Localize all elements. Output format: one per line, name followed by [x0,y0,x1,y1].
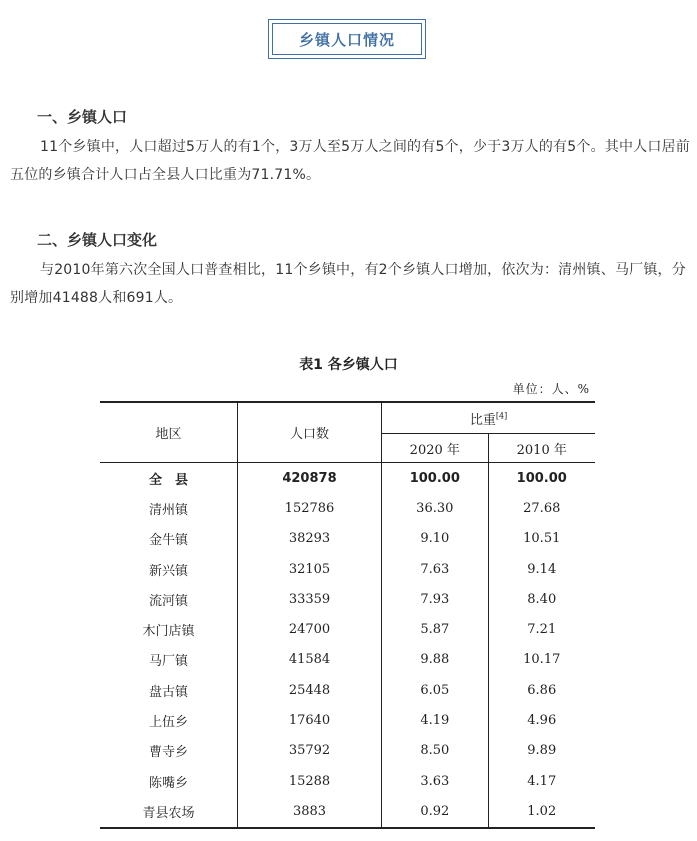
header-ratio [382,402,595,434]
header-ratio-note: [4] [495,411,508,421]
table-row [100,796,595,827]
cell-region: 新兴镇 [100,554,237,584]
cell-ratio-2010: 7.21 [527,622,557,638]
cell-region: 金牛镇 [100,524,237,554]
cell-ratio-2020: 9.10 [382,524,488,554]
cell-ratio-2020: 7.63 [382,554,488,584]
cell-ratio-2010: 9.89 [527,743,557,759]
header-region: 地区 [100,402,237,463]
paragraph-population-change: 与2010年第六次全国人口普查相比，11个乡镇中，有2个乡镇人口增加，依次为：清州镇、马厂镇，分别增加41488人和691人。 [10,262,686,306]
cell-population: 25448 [237,675,381,705]
cell-ratio-2010: 10.17 [523,652,561,668]
cell-population: 15288 [237,766,381,796]
cell-region: 上伍乡 [100,705,237,735]
cell-region: 清州镇 [100,493,237,523]
cell-ratio-2020: 36.30 [382,493,488,523]
cell-population: 32105 [237,554,381,584]
cell-region: 全 县 [100,463,237,494]
cell-ratio-2020: 9.88 [382,645,488,675]
section-heading-population: 一、乡镇人口 [37,108,128,126]
paragraph-population: 11个乡镇中，人口超过5万人的有1个，3万人至5万人之间的有5个，少于3万人的有5个。其中人口居前五位的乡镇合计人口占全县人口比重为71.71%。 [10,139,690,183]
table-row [100,614,595,644]
table-row [100,554,595,584]
header-year-2010: 2010 年 [488,434,595,463]
table-row [100,493,595,523]
cell-population: 38293 [237,524,381,554]
cell-ratio-2010: 4.96 [527,713,557,729]
cell-population: 17640 [237,705,381,735]
cell-ratio-2020: 6.05 [382,675,488,705]
table-row [100,645,595,675]
cell-population: 420878 [237,463,381,494]
page-title: 乡镇人口情况 [272,23,422,55]
cell-population: 33359 [237,584,381,614]
cell-ratio-2010: 9.14 [527,561,557,577]
cell-population: 3883 [237,796,381,827]
table-row [100,766,595,796]
population-table [100,401,595,829]
cell-ratio-2010: 6.86 [527,682,557,698]
cell-population: 35792 [237,736,381,766]
cell-region: 陈嘴乡 [100,766,237,796]
table-row [100,705,595,735]
cell-region: 流河镇 [100,584,237,614]
cell-ratio-2010: 100.00 [516,470,567,486]
cell-region: 青县农场 [100,796,237,827]
cell-region: 曹寺乡 [100,736,237,766]
cell-population: 24700 [237,614,381,644]
header-ratio-label: 比重 [469,412,496,428]
header-population: 人口数 [237,402,381,463]
cell-region: 马厂镇 [100,645,237,675]
cell-ratio-2020: 100.00 [382,463,488,494]
table-row [100,463,595,494]
cell-ratio-2010: 27.68 [523,500,561,516]
cell-ratio-2020: 7.93 [382,584,488,614]
cell-region: 木门店镇 [100,614,237,644]
cell-ratio-2010: 4.17 [527,773,557,789]
cell-ratio-2020: 0.92 [382,796,488,827]
cell-population: 41584 [237,645,381,675]
cell-ratio-2020: 3.63 [382,766,488,796]
title-box [268,19,426,59]
cell-population: 152786 [237,493,381,523]
table-caption: 表1 各乡镇人口 [299,357,398,373]
header-year-2020: 2020 年 [382,434,488,463]
cell-ratio-2010: 8.40 [527,591,557,607]
table-row [100,675,595,705]
cell-ratio-2020: 5.87 [382,614,488,644]
cell-ratio-2020: 4.19 [382,705,488,735]
table-row [100,736,595,766]
section-heading-population-change: 二、乡镇人口变化 [37,231,158,249]
cell-ratio-2010: 1.02 [527,803,557,819]
table-body [100,463,595,828]
cell-ratio-2010: 10.51 [523,531,561,547]
cell-region: 盘古镇 [100,675,237,705]
cell-ratio-2020: 8.50 [382,736,488,766]
table-row [100,524,595,554]
table-row [100,584,595,614]
table-unit-note: 单位：人、% [512,382,590,396]
